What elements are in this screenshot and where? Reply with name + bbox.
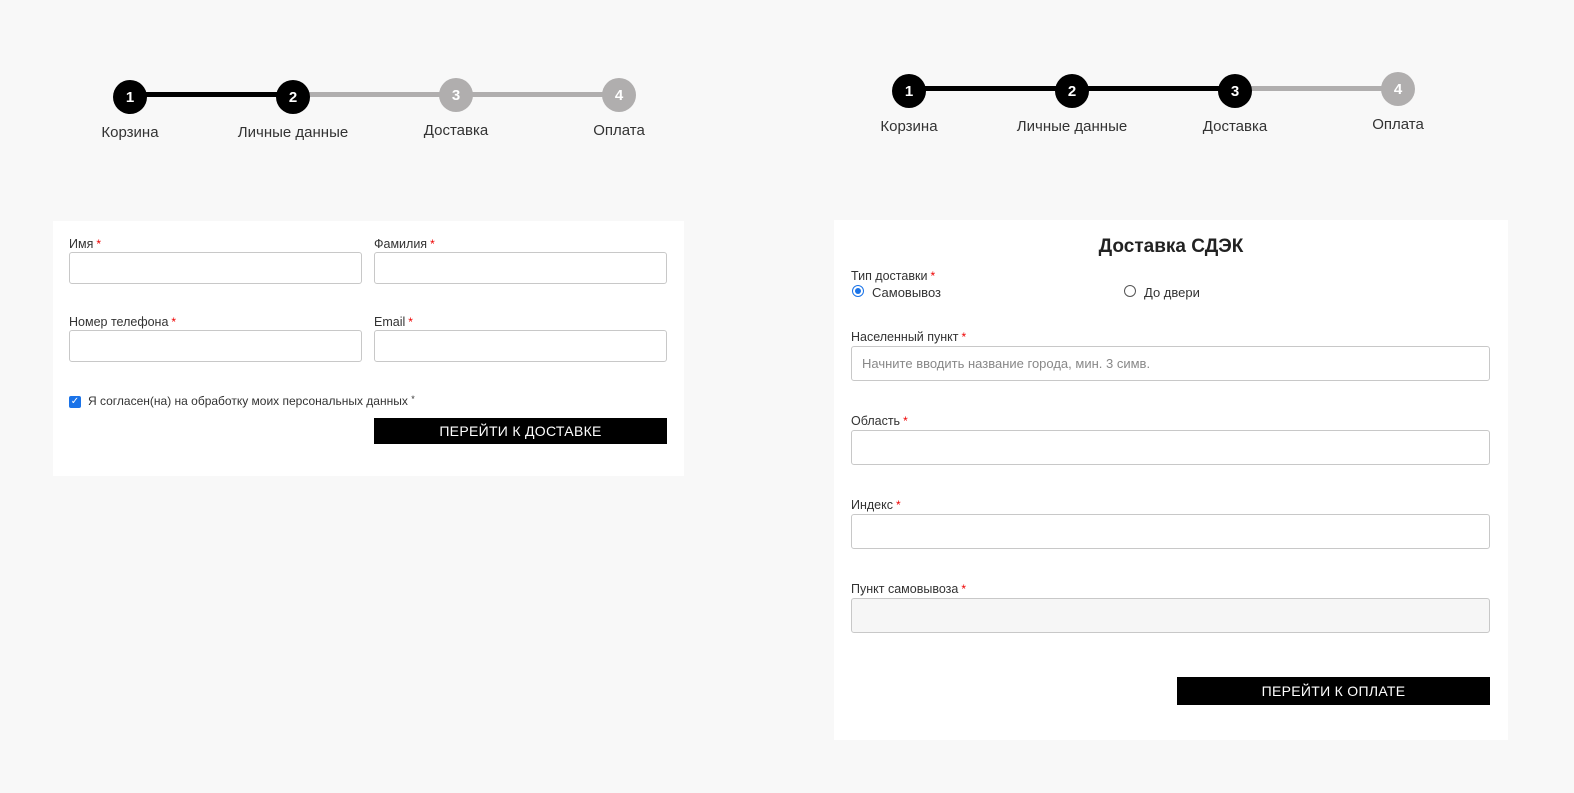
step-number: 2 — [1055, 74, 1089, 108]
pickup-point-input[interactable] — [851, 598, 1490, 633]
required-mark: * — [903, 414, 908, 428]
step-personal-data[interactable] — [233, 80, 353, 141]
step-label: Оплата — [593, 122, 645, 139]
email-input[interactable] — [374, 330, 667, 362]
delivery-form — [834, 220, 1508, 740]
step-cart[interactable] — [849, 74, 969, 135]
form-title: Доставка СДЭК — [1098, 236, 1244, 257]
region-label: Область * — [851, 414, 908, 428]
city-label: Населенный пункт * — [851, 330, 967, 344]
required-mark: * — [96, 237, 102, 251]
step-number: 4 — [1381, 72, 1415, 106]
step-label: Оплата — [1372, 116, 1424, 133]
consent-mark: * — [411, 394, 415, 404]
required-mark: * — [896, 498, 901, 512]
step-cart[interactable] — [70, 80, 190, 141]
go-to-payment-button[interactable]: ПЕРЕЙТИ К ОПЛАТЕ — [1177, 677, 1490, 705]
last-name-input[interactable] — [374, 252, 667, 284]
go-to-delivery-button[interactable]: ПЕРЕЙТИ К ДОСТАВКЕ — [374, 418, 667, 444]
personal-data-form — [53, 221, 684, 476]
email-label: Email * — [374, 315, 413, 329]
last-name-label: Фамилия * — [374, 237, 435, 251]
required-mark: * — [430, 237, 435, 251]
step-label: Доставка — [423, 122, 489, 139]
pickup-radio[interactable] — [852, 285, 864, 297]
step-number: 2 — [276, 80, 310, 114]
index-label: Индекс * — [851, 498, 901, 512]
required-mark: * — [408, 315, 413, 329]
step-number: 3 — [1218, 74, 1252, 108]
step-number: 1 — [113, 80, 147, 114]
step-delivery[interactable] — [1175, 74, 1295, 135]
step-label: Личные данные — [1016, 118, 1128, 135]
required-mark: * — [171, 315, 177, 329]
step-number: 1 — [892, 74, 926, 108]
step-label: Корзина — [880, 118, 938, 135]
step-label: Личные данные — [237, 124, 349, 141]
delivery-type-label: Тип доставки * — [851, 269, 936, 283]
phone-input[interactable] — [69, 330, 362, 362]
city-input[interactable] — [851, 346, 1490, 381]
step-delivery[interactable] — [396, 78, 516, 139]
step-payment[interactable] — [559, 78, 679, 139]
door-radio[interactable] — [1124, 285, 1136, 297]
region-input[interactable] — [851, 430, 1490, 465]
index-input[interactable] — [851, 514, 1490, 549]
step-payment[interactable] — [1338, 72, 1458, 133]
stepper-left — [70, 78, 678, 158]
required-mark: * — [961, 582, 966, 596]
step-label: Доставка — [1202, 118, 1268, 135]
required-mark: * — [961, 330, 967, 344]
pickup-option-label: Самовывоз — [872, 285, 941, 300]
first-name-label: Имя * — [69, 237, 102, 251]
step-number: 4 — [602, 78, 636, 112]
stepper-right — [849, 72, 1457, 152]
step-label: Корзина — [101, 124, 159, 141]
phone-label: Номер телефона * — [69, 315, 177, 329]
step-personal-data[interactable] — [1012, 74, 1132, 135]
consent-label: Я согласен(на) на обработку моих персональных данных * — [88, 394, 415, 408]
consent-checkbox[interactable]: ✓ — [70, 396, 80, 407]
pickup-point-label: Пункт самовывоза * — [851, 582, 966, 596]
step-number: 3 — [439, 78, 473, 112]
door-option-label: До двери — [1144, 285, 1200, 300]
required-mark: * — [930, 269, 936, 283]
first-name-input[interactable] — [69, 252, 362, 284]
